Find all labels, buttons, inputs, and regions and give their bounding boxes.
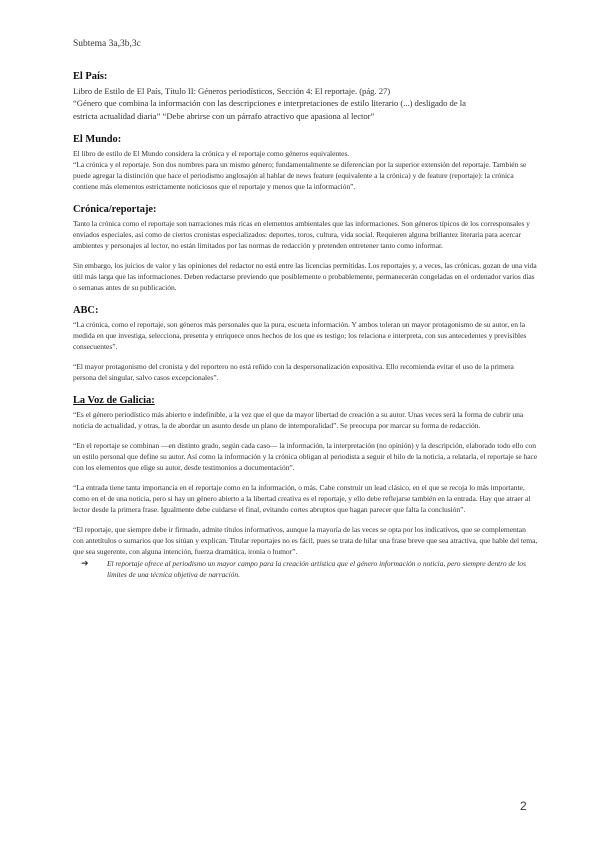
conclusion-text: El reportaje ofrece al periodismo un mayor campo para la creación artística que el género información o noticia, pero siempre dentro de los límites de una técnica objetiva de narración.: [107, 558, 526, 579]
section-title-el-mundo: El Mundo:: [73, 133, 122, 145]
page-number: 2: [520, 799, 527, 813]
section-abc: [73, 305, 538, 383]
voz-galicia-paragraph-2: “En el reportaje se combinan —en distinto grado, según cada caso— la información, la interpretación (no opinión) y la descripción, elaborado todo ello con un estilo personal que define su autor. Así como la información y la crónica obligan al periodista a seguir el hilo de la noticia, a relatarla, el reportaje se hace con los elementos que elige su autor, desde testimonios a documentación”.: [73, 440, 538, 472]
el-pais-line-1: Libro de Estilo de El País, Título II: Géneros periodísticos, Sección 4: El reportaje. (pág. 27): [73, 86, 391, 96]
abc-paragraph-1: “La crónica, como el reportaje, son géneros más personales que la pura, escueta información. Y ambos toleran un mayor protagonismo de su autor, en la medida en que investiga, selecciona, presenta y enriquece unos hechos de los que es testigo; los relaciona e interpreta, con sus antecedentes y previsibles consecuentes”.: [73, 319, 527, 351]
section-title-cronica: Crónica/reportaje:: [73, 203, 157, 215]
cronica-paragraph-1: Tanto la crónica como el reportaje son narraciones más ricas en elementos ambientales que las informaciones. Son géneros típicos de los corresponsales y enviados especiales, así como de ciertos cronistas especializados: deportes, toros, cultura, vida social. Requieren alguna brillantez literaria para acercar ambientes y personajes al lector, no están limitados por las normas de redacción y pretenden entretener tanto como informar.: [73, 218, 530, 250]
cronica-paragraph-2: Sin embargo, los juicios de valor y las opiniones del redactor no está entre las licencias permitidas. Los reportajes y, a veces, las crónicas, gozan de una vida útil más larga que las informaciones. Deben redactarse previendo que posiblemente o probablemente, permanecerán congeladas en el ordenador varios días o semanas antes de su publicación.: [73, 260, 537, 292]
voz-galicia-paragraph-3: “La entrada tiene tanta importancia en el reportaje como en la información, o más. Cabe construir un lead clásico, en el que se recoja lo más importante, como en el de una noticia, pero si hay un género abierto a la libertad creativa es el reportaje, y ello debe reflejarse también en la entrada. Hay que atraer al lector desde la primera frase. Igualmente debe cuidarse el final, evitando cortes abruptos que hagan parecer que falta la conclusión”.: [73, 482, 531, 514]
section-cronica-reportaje: [73, 204, 538, 293]
el-pais-line-2: “Género que combina la información con las descripciones e interpretaciones de estilo literario (...) desligado de la: [73, 98, 466, 109]
section-el-pais: [73, 71, 538, 122]
section-title-el-pais: El País:: [73, 71, 108, 82]
arrow-right-icon: ➔: [81, 557, 89, 568]
el-mundo-paragraph-2: “La crónica y el reportaje. Son dos nombres para un mismo género; fundamentalmente se diferencian por la superior extensión del reportaje. También se puede agregar la distinción que hace el periodismo anglosajón al hablar de news feature (equivalente a la crónica) y de feature (reportaje): la crónica contiene más elementos estrictamente noticiosos que el reportaje y menos que la información”.: [73, 159, 527, 191]
conclusion-bullet: [81, 558, 538, 580]
voz-galicia-paragraph-1: “Es el género periodístico más abierto e indefinible, a la vez que el que da mayor libertad de creación a su autor. Unas veces será la forma de cubrir una noticia de actualidad, y otras, la de abordar un asunto desde un plano de intemporalidad”. Se preocupa por marcar su forma de redacción.: [73, 409, 524, 430]
document-body: [73, 71, 538, 592]
el-mundo-paragraph-1: El libro de estilo de El Mundo considera la crónica y el reportaje como géneros equivalentes.: [73, 148, 350, 158]
voz-galicia-paragraph-4: “El reportaje, que siempre debe ir firmado, admite títulos informativos, aunque la mayoría de las veces se opta por los indicativos, que se complementan con antetítulos o sumarios que los sitúan y explican. Titular reportajes no es fácil, pues se trata de hilar una frase breve que sea atractiva, que hable del tema, que sea sugerente, con alguna intención, fuerza dramática, ironía o humor”.: [73, 524, 538, 556]
section-el-mundo: [73, 134, 538, 192]
page-header: Subtema 3a,3b,3c: [73, 39, 141, 49]
section-title-voz-galicia: La Voz de Galicia:: [73, 394, 155, 406]
section-title-abc: ABC:: [73, 304, 99, 316]
el-pais-line-3: estricta actualidad diaria” “Debe abrirse con un párrafo atractivo que apasiona al lector”: [73, 110, 375, 121]
abc-paragraph-2: “El mayor protagonismo del cronista y del reportero no está reñido con la despersonalización expositiva. Ello recomienda evitar el uso de la primera persona del singular, salvo casos excepcionales”.: [73, 361, 514, 382]
section-voz-galicia: [73, 395, 538, 580]
